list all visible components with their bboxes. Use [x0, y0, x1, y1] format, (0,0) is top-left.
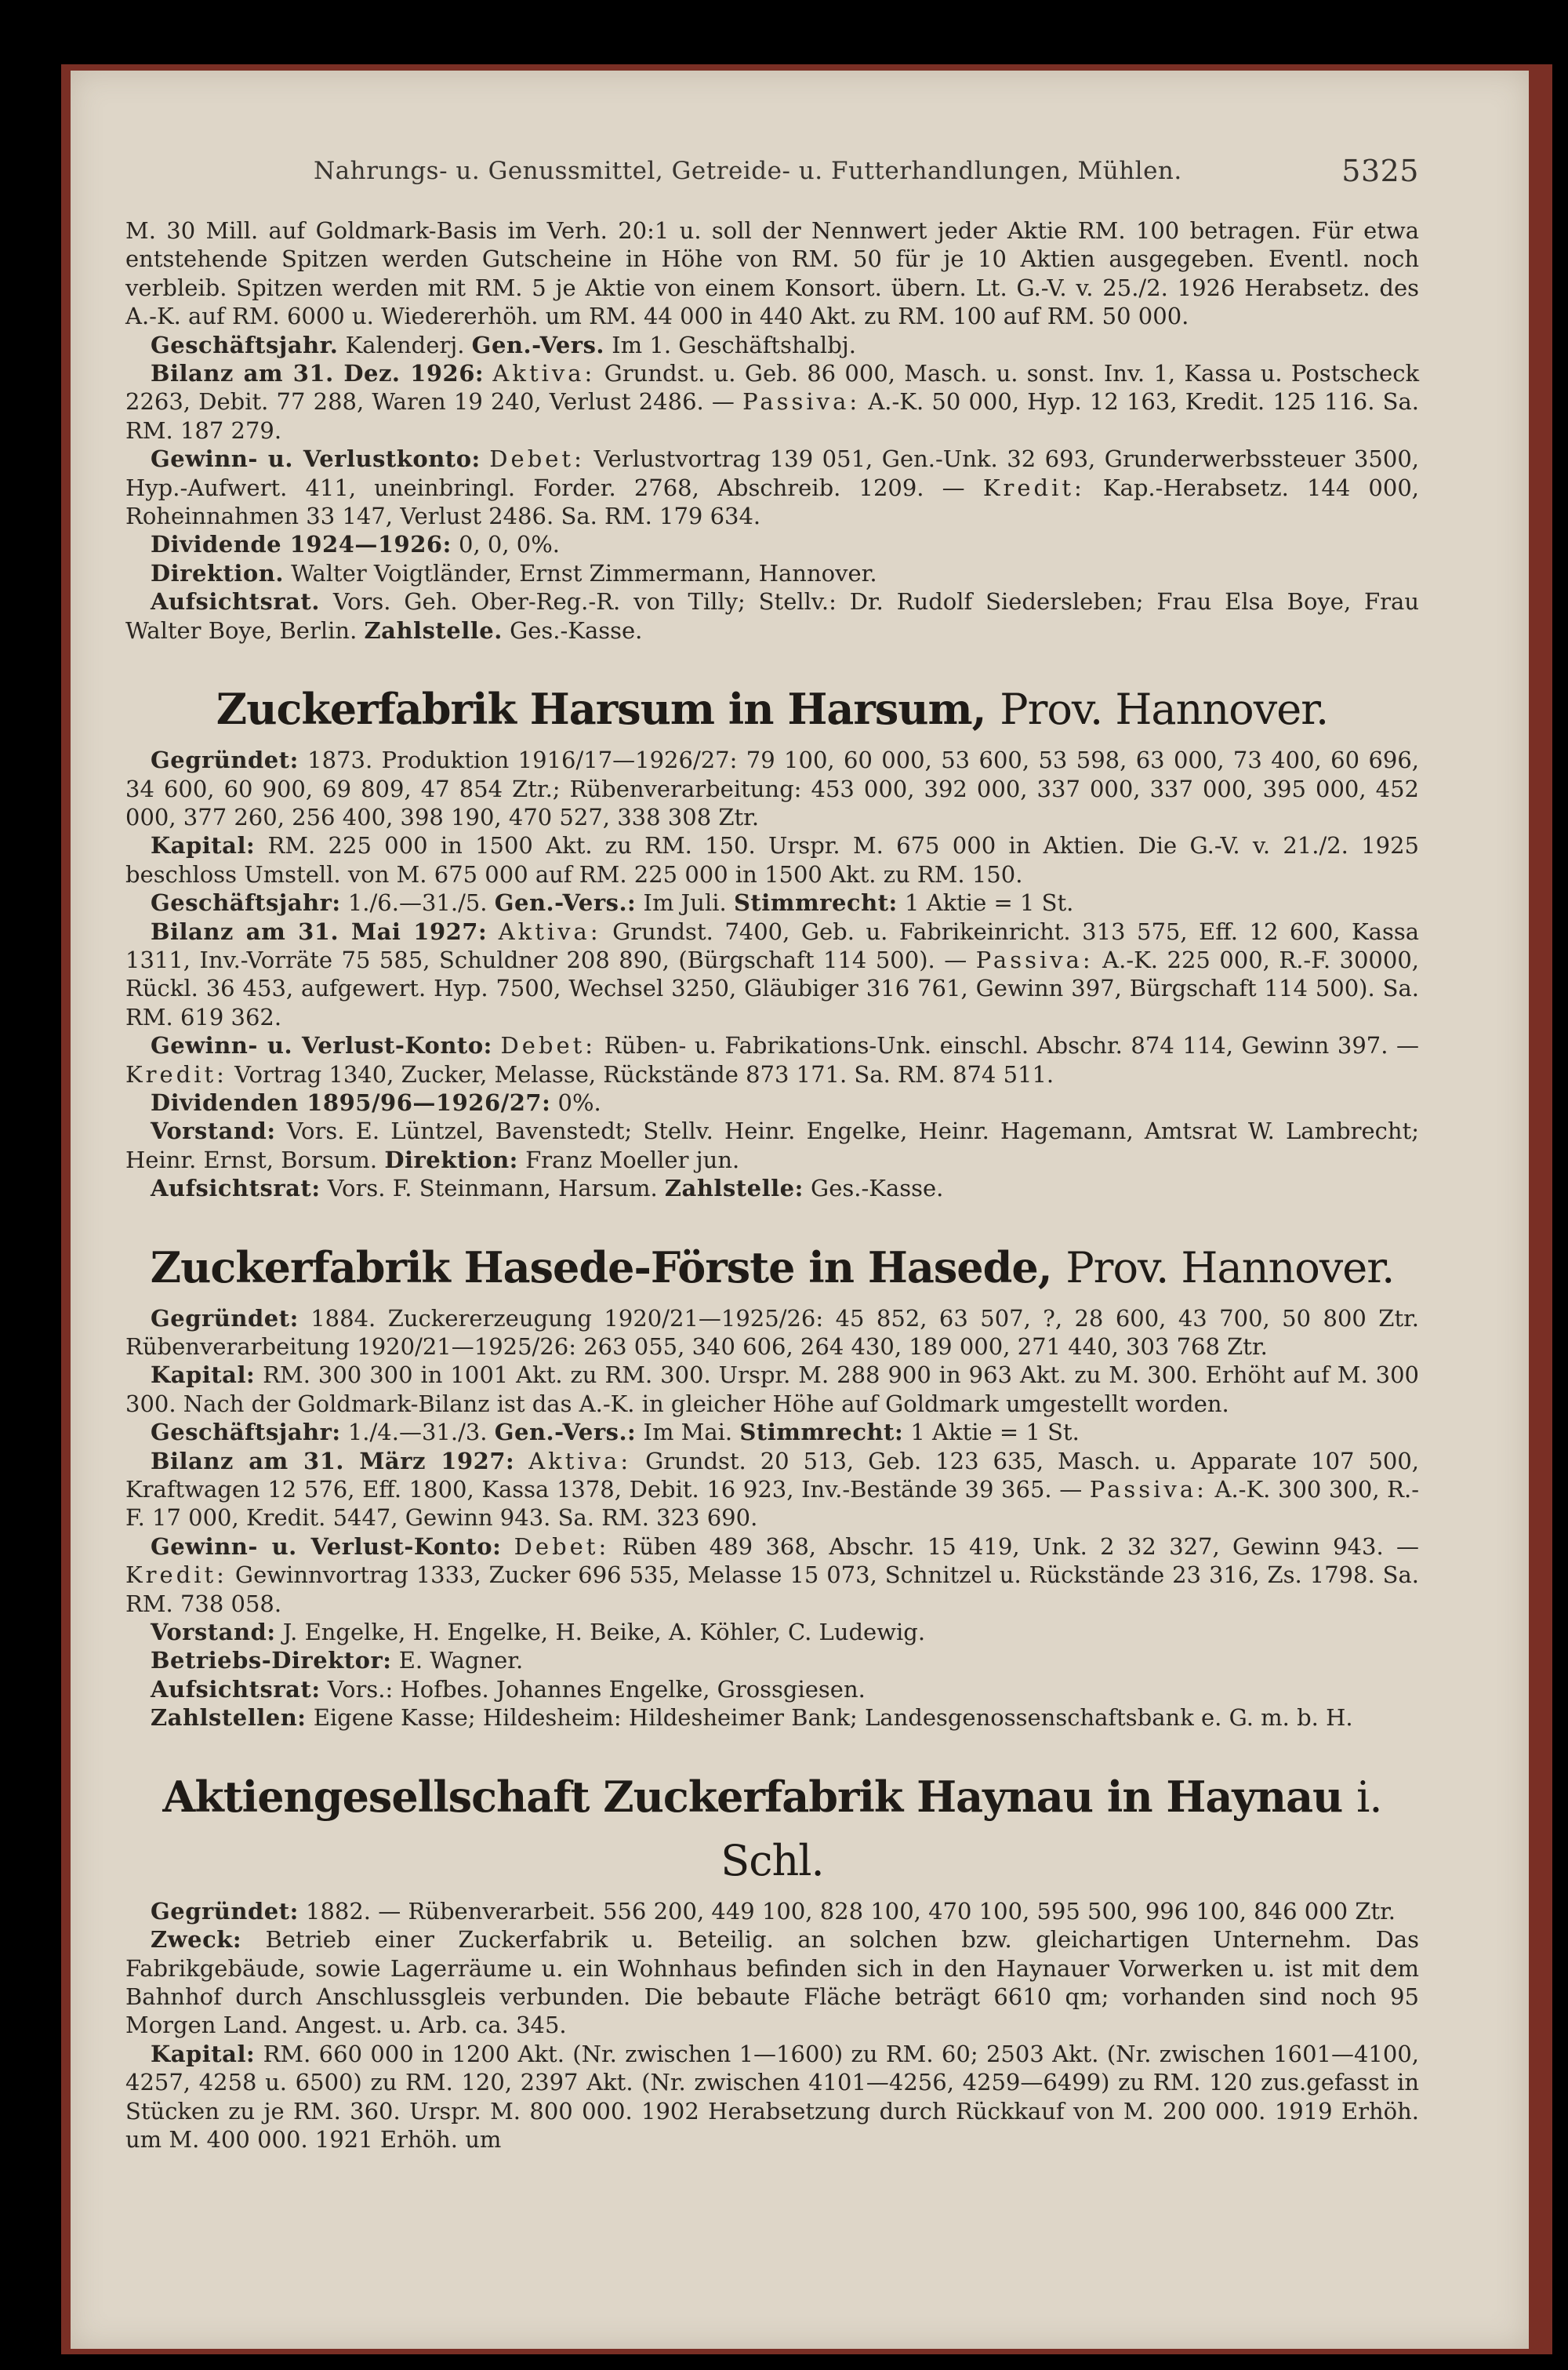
- entry-previous: [125, 216, 1419, 645]
- board: Vorstand: J. Engelke, H. Engelke, H. Beike, A. Köhler, C. Ludewig.: [151, 1619, 926, 1646]
- dividend: Dividende 1924—1926: 0, 0, 0%.: [151, 531, 561, 558]
- entry-hasede: [125, 1236, 1419, 1732]
- company-title: Zuckerfabrik Harsum in Harsum, Prov. Hannover.: [216, 684, 1329, 735]
- page-number: 5325: [1341, 154, 1419, 188]
- balance-sheet: Bilanz am 31. März 1927: Aktiva: Grundst. 20 513, Geb. 123 635, Masch. u. Apparate 107 500, Kraftwagen 12 576, Eff. 1800, Kassa 1378, Debit. 16 923, Inv.-Bestände 39 365. — Passiva: A.-K. 300 300, R.-F. 17 000, Kredit. 5447, Gewinn 943. Sa. RM. 323 690.: [125, 1447, 1420, 1532]
- running-head-title: Nahrungs- u. Genussmittel, Getreide- u. Futterhandlungen, Mühlen.: [314, 157, 1182, 185]
- profit-loss: Gewinn- u. Verlust-Konto: Debet: Rüben- u. Fabrikations-Unk. einschl. Abschr. 874 114, Gewinn 397. — Kredit: Vortrag 1340, Zucker, Melasse, Rückstände 873 171. Sa. RM. 874 511.: [125, 1032, 1420, 1088]
- management: Direktion. Walter Voigtländer, Ernst Zimmermann, Hannover.: [151, 559, 877, 587]
- capital-continuation: M. 30 Mill. auf Goldmark-Basis im Verh. 20:1 u. soll der Nennwert jeder Aktie RM. 100 betragen. Für etwa entstehende Spitzen werden Gutscheine in Höhe von RM. 50 für je 10 Aktien ausgegeben. Eventl. noch verbleib. Spitzen werden mit RM. 5 je Aktie von einem Konsort. übern. Lt. G.-V. v. 25./2. 1926 Herabsetz. des A.-K. auf RM. 6000 u. Wiedererhöh. um RM. 44 000 in 440 Akt. zu RM. 100 auf RM. 50 000.: [125, 217, 1419, 330]
- fiscal-year: Geschäftsjahr: 1./6.—31./5. Gen.-Vers.: Im Juli. Stimmrecht: 1 Aktie = 1 St.: [151, 889, 1074, 917]
- board: Vorstand: Vors. E. Lüntzel, Bavenstedt; Stellv. Heinr. Engelke, Heinr. Hagemann, Amtsrat W. Lambrecht; Heinr. Ernst, Borsum. Direktion: Franz Moeller jun.: [125, 1118, 1420, 1173]
- entry-harsum: [125, 678, 1419, 1203]
- body-text: [125, 216, 1419, 2154]
- balance-sheet: Bilanz am 31. Mai 1927: Aktiva: Grundst. 7400, Geb. u. Fabrikeinricht. 313 575, Eff. 12 600, Kassa 1311, Inv.-Vorräte 75 585, Schuldner 208 890, (Bürgschaft 114 500). — Passiva: A.-K. 225 000, R.-F. 30000, Rückl. 36 453, aufgewert. Hyp. 7500, Wechsel 3250, Gläubiger 316 761, Gewinn 397, Bürgschaft 114 500). Sa. RM. 619 362.: [125, 918, 1420, 1031]
- balance-sheet: Bilanz am 31. Dez. 1926: Aktiva: Grundst. u. Geb. 86 000, Masch. u. sonst. Inv. 1, Kassa u. Postscheck 2263, Debit. 77 288, Waren 19 240, Verlust 2486. — Passiva: A.-K. 50 000, Hyp. 12 163, Kredit. 125 116. Sa. RM. 187 279.: [125, 360, 1420, 444]
- company-title: Zuckerfabrik Hasede-Förste in Hasede, Prov. Hannover.: [150, 1241, 1395, 1292]
- profit-loss: Gewinn- u. Verlustkonto: Debet: Verlustvortrag 139 051, Gen.-Unk. 32 693, Grunderwerbssteuer 3500, Hyp.-Aufwert. 411, uneinbringl. Forder. 2768, Abschreib. 1209. — Kredit: Kap.-Herabsetz. 144 000, Roheinnahmen 33 147, Verlust 2486. Sa. RM. 179 634.: [125, 445, 1419, 530]
- purpose: Zweck: Betrieb einer Zuckerfabrik u. Beteilig. an solchen bzw. gleichartigen Unternehm. Das Fabrikgebäude, sowie Lagerräume u. ein Wohnhaus befinden sich in den Haynauer Vorwerken u. ist mit dem Bahnhof durch Anschlussgleis verbunden. Die bebaute Fläche beträgt 6610 qm; vorhanden sind noch 95 Morgen Land. Angest. u. Arb. ca. 345.: [125, 1926, 1419, 2039]
- founded: Gegründet: 1882. — Rübenverarbeit. 556 200, 449 100, 828 100, 470 100, 595 500, 996 100, 846 000 Ztr.: [151, 1897, 1396, 1925]
- capital: Kapital: RM. 660 000 in 1200 Akt. (Nr. zwischen 1—1600) zu RM. 60; 2503 Akt. (Nr. zwischen 1601—4100, 4257, 4258 u. 6500) zu RM. 120, 2397 Akt. (Nr. zwischen 4101—4256, 4259—6499) zu RM. 120 zus.gefasst in Stücken zu je RM. 360. Urspr. M. 800 000. 1902 Herabsetzung durch Rückkauf von M. 200 000. 1919 Erhöh. um M. 400 000. 1921 Erhöh. um: [125, 2040, 1419, 2153]
- operations-director: Betriebs-Direktor: E. Wagner.: [151, 1647, 524, 1674]
- founded: Gegründet: 1884. Zuckererzeugung 1920/21—1925/26: 45 852, 63 507, ?, 28 600, 43 700, 50 800 Ztr. Rübenverarbeitung 1920/21—1925/26: 263 055, 340 606, 264 430, 189 000, 271 440, 303 768 Ztr.: [125, 1304, 1420, 1360]
- dividend: Dividenden 1895/96—1926/27: 0%.: [151, 1089, 601, 1116]
- supervisory-board: Aufsichtsrat. Vors. Geh. Ober-Reg.-R. von Tilly; Stellv.: Dr. Rudolf Siedersleben; Frau Elsa Boye, Frau Walter Boye, Berlin. Zahlstelle. Ges.-Kasse.: [125, 588, 1420, 644]
- supervisory-board: Aufsichtsrat: Vors.: Hofbes. Johannes Engelke, Grossgiesen.: [151, 1675, 866, 1703]
- fiscal-year: Geschäftsjahr: 1./4.—31./3. Gen.-Vers.: Im Mai. Stimmrecht: 1 Aktie = 1 St.: [151, 1419, 1080, 1446]
- capital: Kapital: RM. 225 000 in 1500 Akt. zu RM. 150. Urspr. M. 675 000 in Aktien. Die G.-V. v. 21./2. 1925 beschloss Umstell. von M. 675 000 auf RM. 225 000 in 1500 Akt. zu RM. 150.: [125, 832, 1419, 888]
- paying-agents: Zahlstellen: Eigene Kasse; Hildesheim: Hildesheimer Bank; Landesgenossenschaftsbank e. G. m. b. H.: [151, 1704, 1353, 1732]
- founded: Gegründet: 1873. Produktion 1916/17—1926/27: 79 100, 60 000, 53 600, 53 598, 63 000, 73 400, 60 696, 34 600, 60 900, 69 809, 47 854 Ztr.; Rübenverarbeitung: 453 000, 392 000, 337 000, 337 000, 395 000, 452 000, 377 260, 256 400, 398 190, 470 527, 338 308 Ztr.: [125, 747, 1420, 831]
- supervisory-board: Aufsichtsrat: Vors. F. Steinmann, Harsum. Zahlstelle: Ges.-Kasse.: [151, 1175, 944, 1202]
- entry-haynau: [125, 1765, 1419, 2154]
- fiscal-year: Geschäftsjahr. Kalenderj. Gen.-Vers. Im 1. Geschäftshalbj.: [151, 331, 856, 358]
- page: [71, 71, 1529, 2349]
- capital: Kapital: RM. 300 300 in 1001 Akt. zu RM. 300. Urspr. M. 288 900 in 963 Akt. zu M. 300. Erhöht auf M. 300 300. Nach der Goldmark-Bilanz ist das A.-K. in gleicher Höhe auf Goldmark umgestellt worden.: [125, 1361, 1420, 1417]
- profit-loss: Gewinn- u. Verlust-Konto: Debet: Rüben 489 368, Abschr. 15 419, Unk. 2 32 327, Gewinn 943. — Kredit: Gewinnvortrag 1333, Zucker 696 535, Melasse 15 073, Schnitzel u. Rückstände 23 316, Zs. 1798. Sa. RM. 738 058.: [125, 1532, 1419, 1617]
- company-title: Aktiengesellschaft Zuckerfabrik Haynau in Haynau i. Schl.: [162, 1771, 1382, 1885]
